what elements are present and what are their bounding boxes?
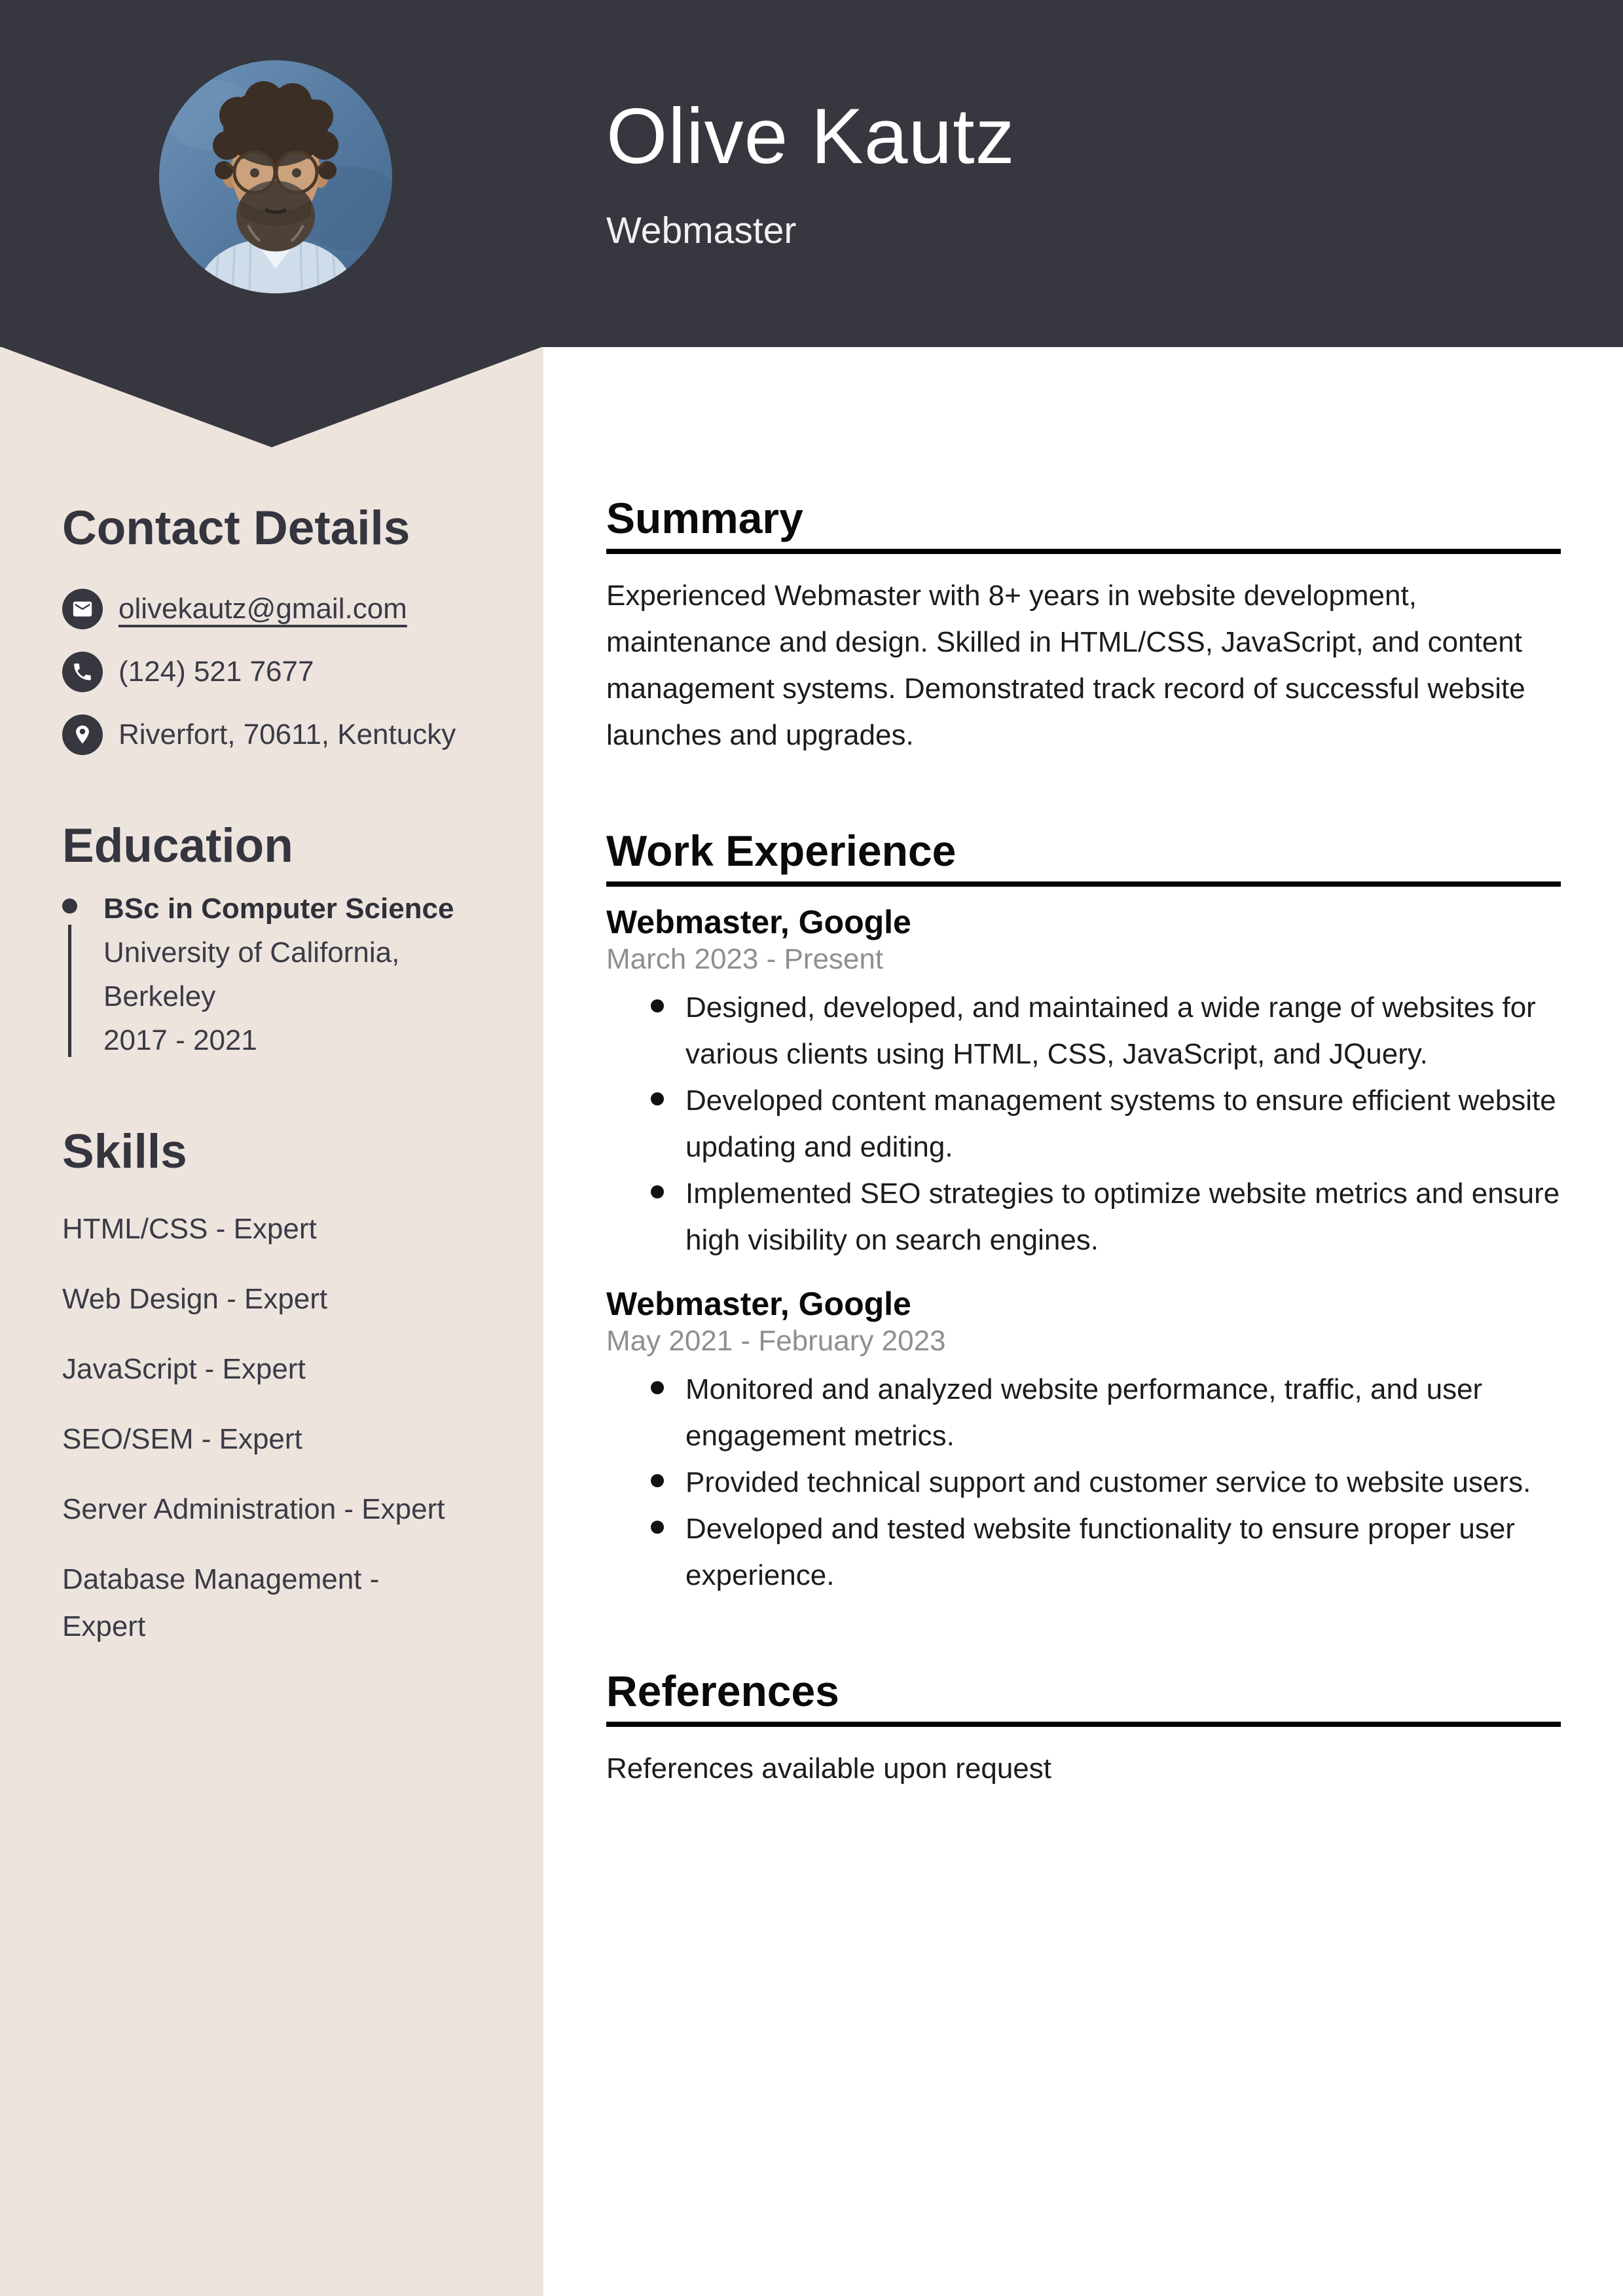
experience-section bbox=[606, 826, 1561, 1599]
education-item bbox=[62, 887, 467, 1062]
job-entry bbox=[606, 1284, 1561, 1599]
skill-item: Web Design - Expert bbox=[62, 1283, 328, 1315]
job-entry bbox=[606, 902, 1561, 1263]
skills-section-heading: Skills bbox=[62, 1125, 187, 1178]
contact-section-heading: Contact Details bbox=[62, 502, 410, 555]
location-value: Riverfort, 70611, Kentucky bbox=[119, 718, 456, 750]
email-link[interactable]: olivekautz@gmail.com bbox=[119, 593, 407, 625]
avatar-illustration bbox=[159, 60, 392, 293]
education-section-heading: Education bbox=[62, 819, 293, 872]
sidebar bbox=[62, 504, 467, 1673]
profile-photo bbox=[159, 60, 392, 293]
experience-heading: Work Experience bbox=[606, 829, 1561, 887]
job-title: Webmaster, Google bbox=[606, 1286, 911, 1322]
summary-section bbox=[606, 496, 1561, 758]
email-icon bbox=[62, 589, 103, 629]
references-heading: References bbox=[606, 1669, 1561, 1727]
job-dates: March 2023 - Present bbox=[606, 943, 884, 975]
main-column bbox=[606, 496, 1561, 1862]
contact-item-email bbox=[62, 589, 467, 629]
references-section bbox=[606, 1669, 1561, 1792]
skills-list bbox=[62, 1206, 467, 1650]
email-value[interactable] bbox=[119, 591, 407, 627]
job-bullet: Monitored and analyzed website performance, traffic, and user engagement metrics. bbox=[606, 1366, 1561, 1459]
skill-item: JavaScript - Expert bbox=[62, 1353, 306, 1385]
job-title: Webmaster, Google bbox=[606, 904, 911, 940]
skill-item: SEO/SEM - Expert bbox=[62, 1423, 302, 1455]
education-school: University of California, Berkeley bbox=[103, 936, 400, 1012]
job-bullet: Provided technical support and customer service to website users. bbox=[606, 1459, 1561, 1506]
skill-item: Database Management - Expert bbox=[62, 1563, 380, 1642]
contact-item-location bbox=[62, 714, 467, 755]
job-bullet: Implemented SEO strategies to optimize website metrics and ensure high visibility on search engines. bbox=[606, 1170, 1561, 1263]
job-bullet-list bbox=[606, 984, 1561, 1263]
contact-list bbox=[62, 589, 467, 755]
skill-item: Server Administration - Expert bbox=[62, 1493, 445, 1525]
job-dates: May 2021 - February 2023 bbox=[606, 1325, 946, 1357]
references-text: References available upon request bbox=[606, 1752, 1052, 1785]
contact-item-phone bbox=[62, 652, 467, 692]
location-icon bbox=[62, 714, 103, 755]
skill-item: HTML/CSS - Expert bbox=[62, 1213, 317, 1245]
job-bullet-list bbox=[606, 1366, 1561, 1599]
job-bullet: Developed content management systems to ensure efficient website updating and editing. bbox=[606, 1077, 1561, 1170]
role-subtitle: Webmaster bbox=[606, 210, 797, 251]
summary-text: Experienced Webmaster with 8+ years in website development, maintenance and design. Skilled in HTML/CSS, JavaScript, and content management systems. Demonstrated track record of successful website launches and upgrades. bbox=[606, 580, 1525, 751]
education-degree: BSc in Computer Science bbox=[103, 893, 454, 925]
job-bullet: Designed, developed, and maintained a wide range of websites for various clients using HTML, CSS, JavaScript, and JQuery. bbox=[606, 984, 1561, 1077]
education-dates: 2017 - 2021 bbox=[103, 1024, 257, 1056]
phone-icon bbox=[62, 652, 103, 692]
summary-heading: Summary bbox=[606, 496, 1561, 554]
phone-value: (124) 521 7677 bbox=[119, 656, 314, 688]
job-bullet: Developed and tested website functionality to ensure proper user experience. bbox=[606, 1506, 1561, 1599]
page-title-name: Olive Kautz bbox=[606, 92, 1015, 180]
